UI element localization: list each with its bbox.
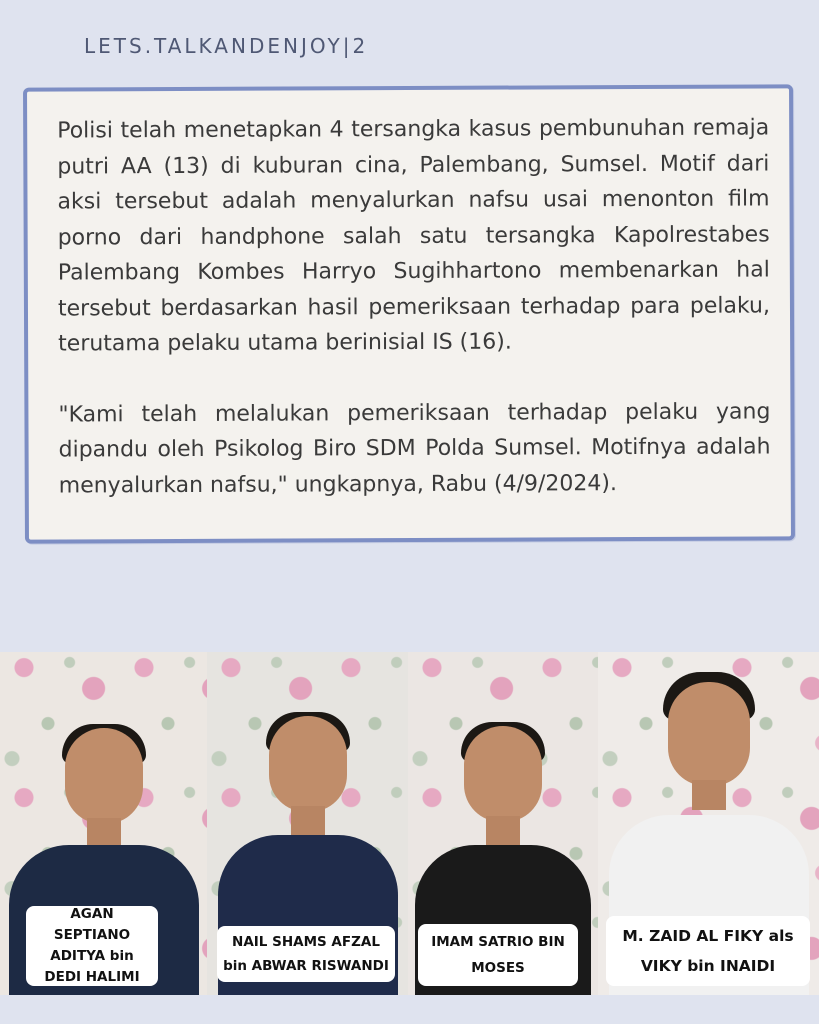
account-handle: LETS.TALKANDENJOY|2	[84, 34, 369, 58]
face	[269, 716, 347, 812]
suspect-photo-3	[408, 652, 598, 995]
suspect-name-label: NAIL SHAMS AFZAL bin ABWAR RISWANDI	[217, 926, 395, 982]
suspect-name-label: AGAN SEPTIANO ADITYA bin DEDI HALIMI	[26, 906, 158, 986]
suspect-photo-4	[598, 652, 819, 995]
article-paragraph-2: "Kami telah melalukan pemeriksaan terhadap pelaku yang dipandu oleh Psikolog Biro SDM Polda Sumsel. Motifnya adalah menyalurkan nafsu," ungkapnya, Rabu (4/9/2024).	[58, 398, 771, 499]
article-text	[57, 110, 771, 503]
face	[464, 726, 542, 822]
face	[65, 728, 143, 824]
text-card	[23, 84, 795, 543]
neck	[87, 818, 121, 848]
suspect-photo-strip	[0, 652, 819, 995]
suspect-name-label: IMAM SATRIO BIN MOSES	[418, 924, 578, 986]
neck	[486, 816, 520, 846]
suspect-name-label: M. ZAID AL FIKY als VIKY bin INAIDI	[606, 916, 810, 986]
face	[668, 682, 750, 786]
neck	[291, 806, 325, 836]
suspect-photo-2	[207, 652, 408, 995]
neck	[692, 780, 726, 810]
suspect-photo-1	[0, 652, 207, 995]
article-paragraph-1: Polisi telah menetapkan 4 tersangka kasus pembunuhan remaja putri AA (13) di kuburan cina, Palembang, Sumsel. Motif dari aksi tersebut adalah menyalurkan nafsu usai menonton film porno dari handphone salah satu tersangka Kapolrestabes Palembang Kombes Harryo Sugihhartono membenarkan hal tersebut berdasarkan hasil pemeriksaan terhadap para pelaku, terutama pelaku utama berinisial IS (16).	[57, 115, 771, 357]
